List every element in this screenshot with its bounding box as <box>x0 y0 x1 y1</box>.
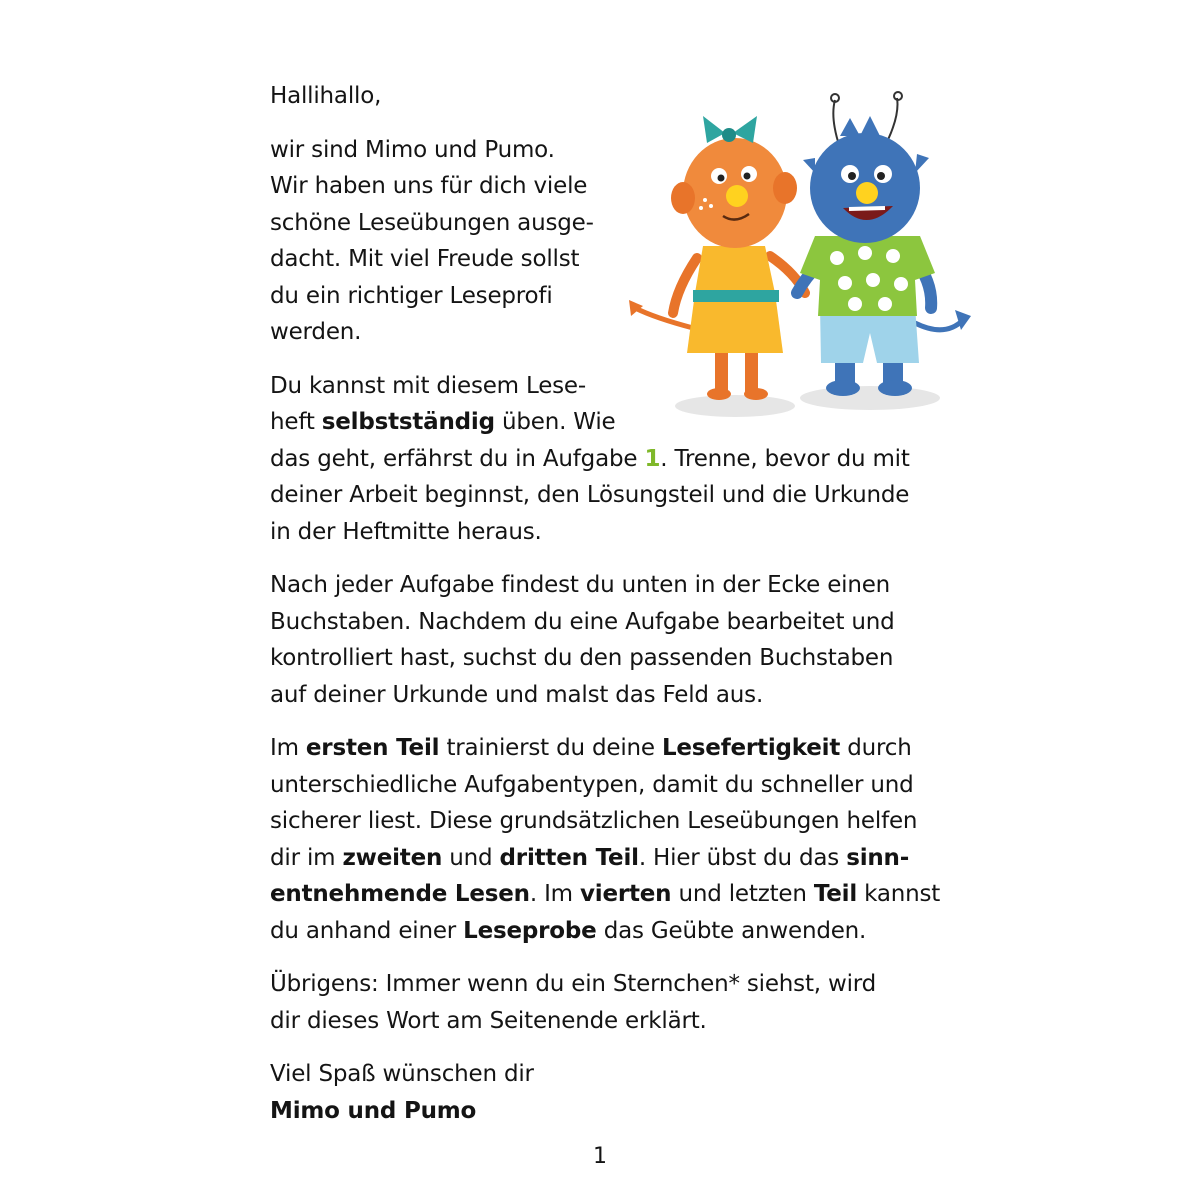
paragraph-asterisk <box>270 966 950 1039</box>
text-line: heft selbstständig üben. Wie <box>270 409 616 435</box>
text-line: schöne Leseübungen ausge- <box>270 209 594 236</box>
text-line: Wir haben uns für dich viele <box>270 173 588 199</box>
signature: Mimo und Pumo <box>270 1097 477 1124</box>
text-line: Buchstaben. Nachdem du eine Aufgabe bearbeitet und <box>270 608 895 635</box>
text-line: Du kannst mit diesem Lese- <box>270 372 586 399</box>
text-line: dir dieses Wort am Seitenende erklärt. <box>270 1007 707 1034</box>
text-line: Übrigens: Immer wenn du ein Sternchen* siehst, wird <box>270 971 877 997</box>
text-line: kontrolliert hast, suchst du den passenden Buchstaben <box>270 645 894 671</box>
text-line: du anhand einer Leseprobe das Geübte anwenden. <box>270 917 867 944</box>
task-number: 1 <box>644 445 661 472</box>
page-number: 1 <box>593 1144 607 1169</box>
text-line: auf deiner Urkunde und malst das Feld aus. <box>270 681 764 708</box>
closing <box>270 1056 950 1129</box>
text-line: Nach jeder Aufgabe findest du unten in der Ecke einen <box>270 572 891 598</box>
text-line: dir im zweiten und dritten Teil. Hier übst du das sinn- <box>270 844 910 871</box>
pumo-figure <box>797 92 971 396</box>
text-line: wir sind Mimo und Pumo. <box>270 136 555 163</box>
paragraph-letters <box>270 567 950 713</box>
text-line: Im ersten Teil trainierst du deine Lesefertigkeit durch <box>270 735 912 761</box>
text-line: entnehmende Lesen. Im vierten und letzten Teil kannst <box>270 881 941 907</box>
text-line: deiner Arbeit beginnst, den Lösungsteil und die Urkunde <box>270 482 910 508</box>
text-line: werden. <box>270 319 362 345</box>
text-line: sicherer liest. Diese grundsätzlichen Leseübungen helfen <box>270 808 918 834</box>
greeting: Hallihallo, <box>270 83 382 109</box>
paragraph-parts <box>270 730 950 949</box>
text-line: du ein richtiger Leseprofi <box>270 282 553 309</box>
text-line: in der Heftmitte heraus. <box>270 518 542 545</box>
mimo-pumo-illustration <box>615 88 975 428</box>
text-line: dacht. Mit viel Freude sollst <box>270 246 580 272</box>
text-line: das geht, erfährst du in Aufgabe 1. Trenne, bevor du mit <box>270 445 910 472</box>
text-line: unterschiedliche Aufgabentypen, damit du schneller und <box>270 771 914 798</box>
mimo-figure <box>629 116 805 400</box>
closing-line: Viel Spaß wünschen dir <box>270 1061 534 1087</box>
